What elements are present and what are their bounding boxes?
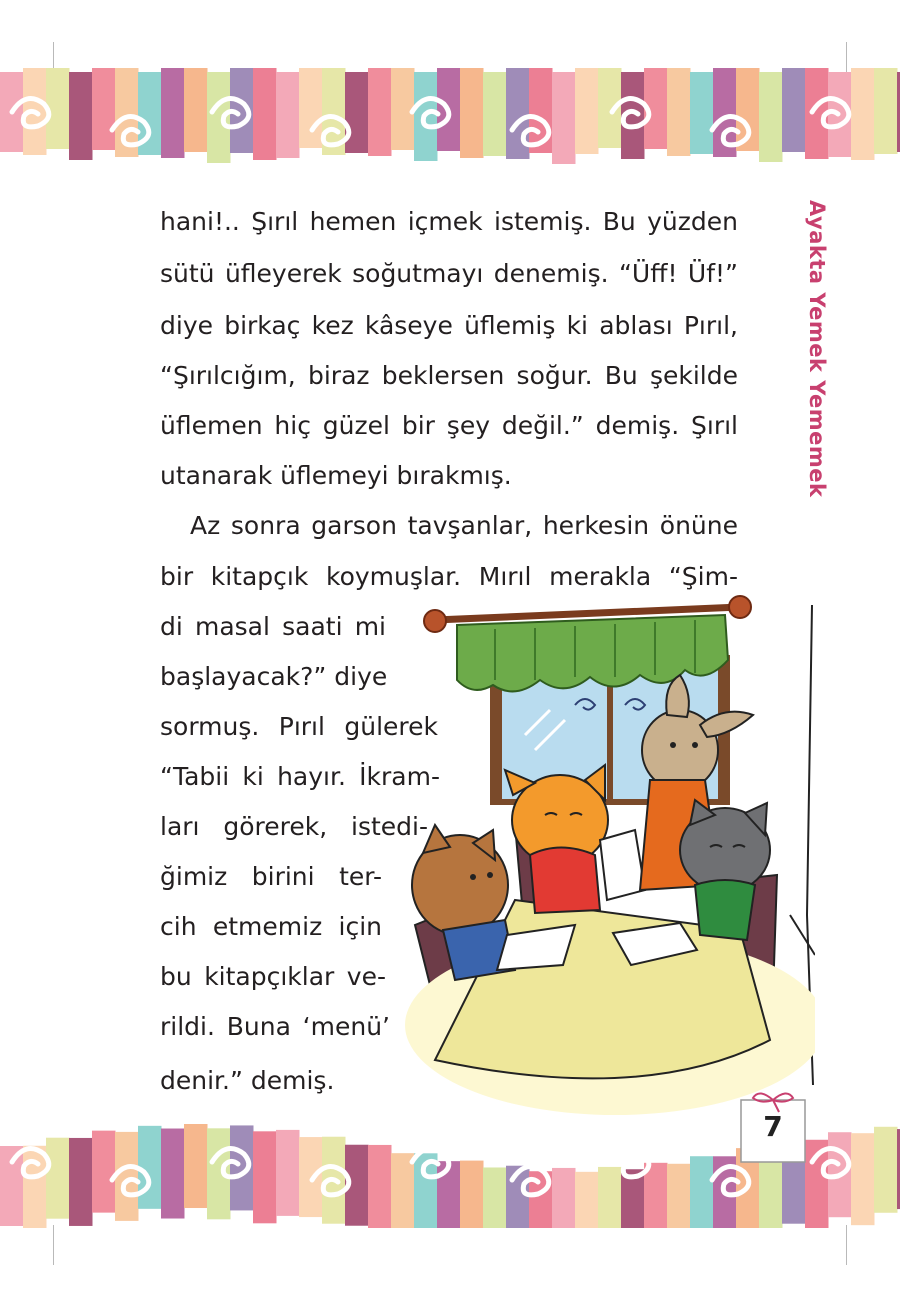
text-line: diye birkaç kez kâseye üflemiş ki ablası Pırıl, [160,311,738,340]
band-stripe [851,1133,875,1225]
band-stripe [460,68,484,158]
band-stripe [92,68,116,150]
side-running-title: Ayakta Yemek Yememek [805,200,829,498]
band-stripe [690,1156,714,1228]
band-stripe [253,1131,277,1223]
band-stripe [483,72,507,156]
band-stripe [23,1146,47,1228]
text-line: cih etmemiz için [160,912,382,941]
top-decorative-band [0,68,900,178]
band-stripe [368,1145,392,1228]
crop-mark [846,1225,847,1265]
band-stripe [184,68,208,152]
text-line: rildi. Buna ‘menü’ [160,1012,390,1041]
text-line: “Şırılcığım, biraz beklersen soğur. Bu şekilde [160,361,738,390]
band-stripe [874,1127,898,1213]
band-stripe [552,72,576,164]
band-stripe [391,68,415,150]
band-stripe [782,68,806,152]
band-stripe [69,72,93,160]
text-line: sütü üfleyerek soğutmayı denemiş. “Üff! Üf!” [160,259,738,288]
band-stripe [851,68,875,160]
text-line: denir.” demiş. [160,1066,335,1095]
text-line: bu kitapçıklar ve- [160,962,386,991]
band-stripe [874,68,898,154]
band-stripe [368,68,392,156]
text-line: üflemen hiç güzel bir şey değil.” demiş. Şırıl [160,411,738,440]
band-stripe [299,68,323,148]
page-number-badge [735,1088,811,1168]
text-line: sormuş. Pırıl gülerek [160,712,438,741]
band-stripe [345,72,369,153]
band-stripe [460,1161,484,1228]
text-line: başlayacak?” diye [160,662,388,691]
text-line: ğimiz birini ter- [160,862,382,891]
band-stripe [299,1137,323,1217]
band-stripe [69,1138,93,1226]
band-stripe [46,1138,70,1219]
restaurant-illustration [395,585,815,1115]
text-line: hani!.. Şırıl hemen içmek istemiş. Bu yüzden [160,207,738,236]
band-stripe [667,1164,691,1228]
band-stripe [161,1129,185,1219]
band-stripe [667,68,691,156]
band-stripe [184,1124,208,1208]
band-stripe [253,68,277,160]
band-stripe [391,1153,415,1228]
band-stripe [276,1130,300,1216]
band-stripe [759,72,783,162]
text-line: “Tabii ki hayır. İkram- [160,762,440,791]
band-stripe [552,1168,576,1228]
band-stripe [598,1167,622,1228]
band-stripe [92,1131,116,1213]
band-stripe [690,72,714,154]
band-stripe [115,1132,139,1221]
text-line: ları görerek, istedi- [160,812,428,841]
band-stripe [207,72,231,163]
band-stripe [276,72,300,158]
text-line: di masal saati mi [160,612,386,641]
text-line: Az sonra garson tavşanlar, herkesin önüne [190,511,738,540]
band-stripe [483,1167,507,1228]
text-line: bir kitapçık koymuşlar. Mırıl merakla “Şim- [160,562,738,591]
page-number: 7 [763,1110,783,1143]
band-stripe [575,68,599,154]
text-line: utanarak üflemeyi bırakmış. [160,461,512,490]
crop-mark [53,1225,54,1265]
band-stripe [575,1172,599,1228]
band-stripe [161,68,185,158]
